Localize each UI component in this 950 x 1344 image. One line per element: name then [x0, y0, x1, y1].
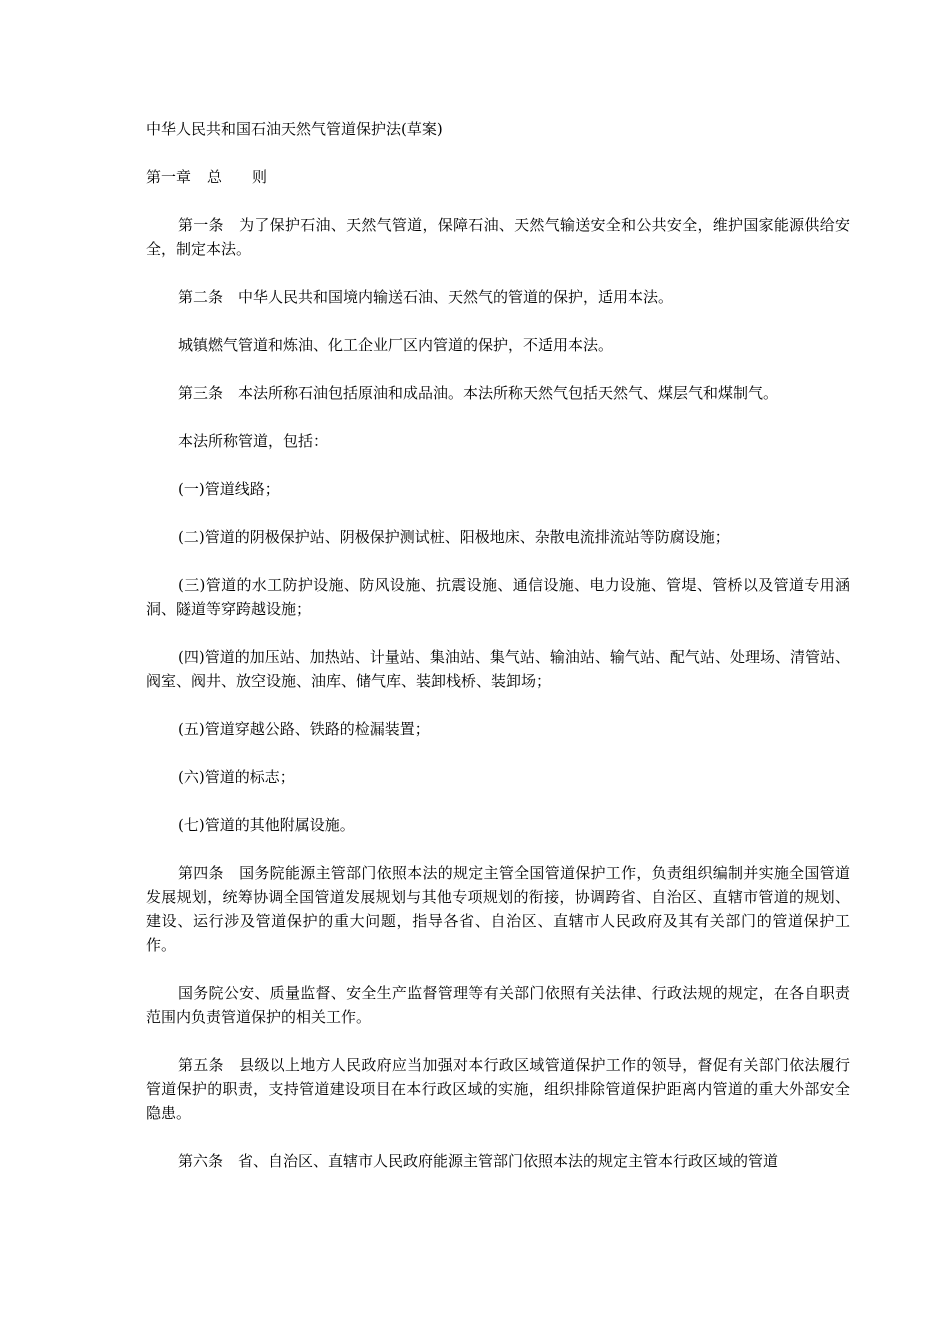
list-item-3: (三)管道的水工防护设施、防风设施、抗震设施、通信设施、电力设施、管堤、管桥以及管道专用涵洞、隧道等穿跨越设施； [146, 576, 850, 618]
spacer [146, 141, 850, 165]
article-4-paragraph-2: 国务院公安、质量监督、安全生产监督管理等有关部门依照有关法律、行政法规的规定，在各自职责范围内负责管道保护的相关工作。 [146, 984, 850, 1026]
article-3: 第三条 本法所称石油包括原油和成品油。本法所称天然气包括天然气、煤层气和煤制气。 [178, 384, 779, 402]
chapter-name-part1: 总 [207, 168, 223, 186]
spacer [146, 189, 850, 213]
article-1: 第一条 为了保护石油、天然气管道，保障石油、天然气输送安全和公共安全，维护国家能源供给安全，制定本法。 [146, 216, 850, 258]
list-item-7: (七)管道的其他附属设施。 [178, 816, 355, 834]
chapter-number: 第一章 [146, 168, 192, 186]
article-6: 第六条 省、自治区、直辖市人民政府能源主管部门依照本法的规定主管本行政区域的管道 [178, 1152, 779, 1170]
list-item-5: (五)管道穿越公路、铁路的检漏装置； [178, 720, 430, 738]
chapter-name-part2: 则 [252, 168, 268, 186]
article-2-paragraph-2: 城镇燃气管道和炼油、化工企业厂区内管道的保护，不适用本法。 [178, 336, 614, 354]
list-item-6: (六)管道的标志； [178, 768, 295, 786]
article-5: 第五条 县级以上地方人民政府应当加强对本行政区域管道保护工作的领导，督促有关部门依法履行管道保护的职责，支持管道建设项目在本行政区域的实施，组织排除管道保护距离内管道的重大外部安全隐患。 [146, 1056, 850, 1122]
list-item-2: (二)管道的阴极保护站、阴极保护测试桩、阳极地床、杂散电流排流站等防腐设施； [178, 528, 730, 546]
document-page [146, 117, 850, 1173]
list-item-1: (一)管道线路； [178, 480, 280, 498]
document-title: 中华人民共和国石油天然气管道保护法(草案) [146, 120, 443, 138]
article-3-paragraph-2: 本法所称管道，包括： [178, 432, 329, 450]
article-4: 第四条 国务院能源主管部门依照本法的规定主管全国管道保护工作，负责组织编制并实施全国管道发展规划，统筹协调全国管道发展规划与其他专项规划的衔接，协调跨省、自治区、直辖市管道的规划、建设、运行涉及管道保护的重大问题，指导各省、自治区、直辖市人民政府及其有关部门的管道保护工作。 [146, 864, 850, 954]
article-2: 第二条 中华人民共和国境内输送石油、天然气的管道的保护，适用本法。 [178, 288, 674, 306]
chapter-heading [146, 165, 850, 189]
list-item-4: (四)管道的加压站、加热站、计量站、集油站、集气站、输油站、输气站、配气站、处理场、清管站、阀室、阀井、放空设施、油库、储气库、装卸栈桥、装卸场； [146, 648, 850, 690]
